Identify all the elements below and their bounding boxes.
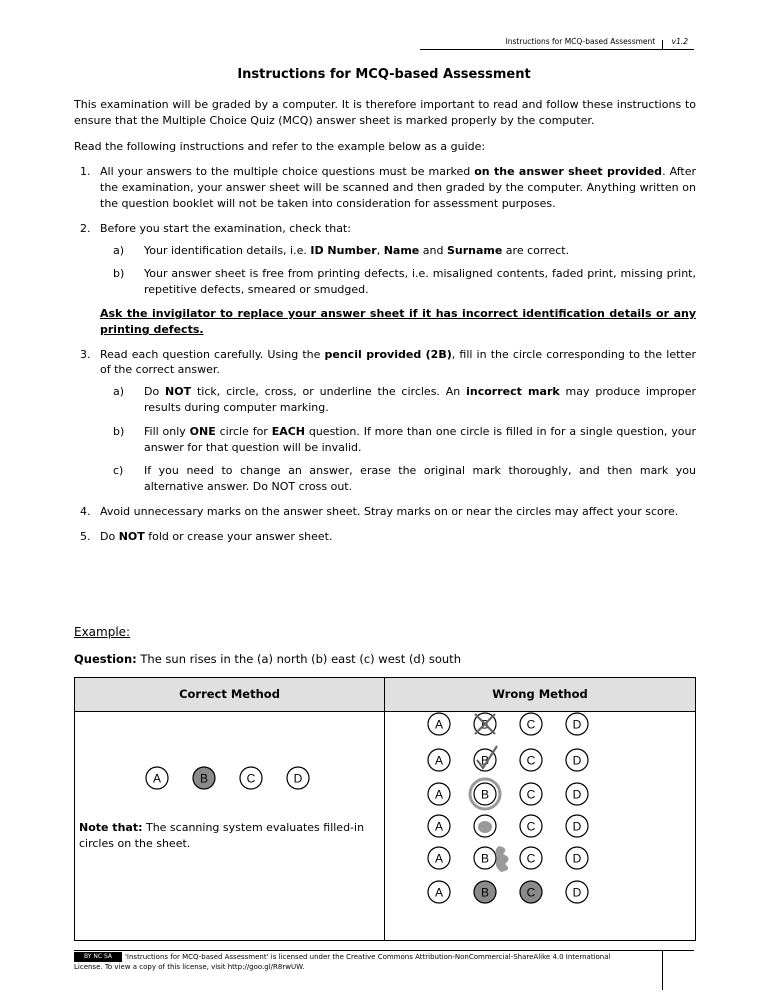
intro-paragraph: This examination will be graded by a computer. It is therefore important to read and follow these instructions to ensure that the Multiple Choice Quiz (MCQ) answer sheet is marked properly by the computer. [74,98,696,127]
svg-text:D: D [572,787,582,802]
instruction-item-1: 1. All your answers to the multiple choice questions must be marked on the answer sheet provided. After the examination, your answer sheet will be scanned and then graded by the computer. Anything written on the question booklet will not be taken into consideration for assessment purposes. [80,165,697,210]
header-vertical-divider [662,40,663,49]
svg-text:B: B [480,851,490,866]
svg-text:A: A [434,885,444,900]
svg-text:A: A [434,851,444,866]
bubble-label: A [152,771,162,786]
running-title: Instructions for MCQ-based Assessment [505,37,656,46]
sub-item: a) Your identification details, i.e. ID Number, Name and Surname are correct. [113,243,570,257]
wrong-method-examples [428,713,588,903]
scanning-note: Note that: The scanning system evaluates filled-in circles on the sheet. [79,821,365,850]
instructions-body [74,97,696,554]
sub-list [100,384,696,495]
bubble-label: C [246,771,256,786]
svg-text:B: B [480,787,490,802]
svg-text:D: D [572,851,582,866]
footer-vertical-divider [662,950,663,990]
bubble-label: B [199,771,209,786]
sub-item: b) Fill only ONE circle for EACH question. If more than one circle is filled in for a single question, your answer for that question will be invalid. [113,424,697,454]
svg-text:D: D [572,753,582,768]
wrong-row-cross [428,713,588,735]
svg-text:C: C [526,885,536,900]
instruction-list [74,164,696,544]
lead-paragraph: Read the following instructions and refer to the example below as a guide: [74,139,486,153]
scribble-mark-icon [495,846,508,872]
svg-text:B: B [480,885,490,900]
sub-list [100,243,696,298]
svg-text:C: C [526,819,536,834]
svg-text:C: C [526,717,536,732]
instruction-item-5: 5. Do NOT fold or crease your answer sheet. [80,529,333,543]
footer-divider [74,950,694,951]
svg-text:C: C [526,851,536,866]
wrong-row-partial-fill [428,815,588,837]
wrong-row-tick [428,746,588,771]
example-table [74,677,696,941]
license-footer [74,952,634,972]
svg-text:D: D [572,885,582,900]
bubble-c [240,767,262,789]
running-header [506,37,688,46]
example-question: Question: The sun rises in the (a) north (b) east (c) west (d) south [74,652,461,666]
wrong-row-multiple-fill [428,881,588,903]
svg-text:D: D [572,717,582,732]
bubble-d [287,767,309,789]
correct-method-example [146,767,309,789]
page-title: Instructions for MCQ-based Assessment [237,67,531,82]
example-label: Example: [74,625,131,639]
correct-method-header: Correct Method [179,687,280,701]
sub-item: c) If you need to change an answer, erase the original mark thoroughly, and then mark you alternative answer. Do NOT cross out. [113,464,696,494]
wrong-row-circled [428,779,588,809]
wrong-method-header: Wrong Method [492,687,588,701]
svg-text:C: C [526,753,536,768]
answer-bubbles [75,678,695,940]
svg-text:B: B [480,753,490,768]
bubble-a [146,767,168,789]
invigilator-warning: Ask the invigilator to replace your answer sheet if it has incorrect identification details or any printing defects. [100,306,696,336]
svg-text:A: A [434,753,444,768]
header-divider [420,49,694,50]
sub-item: b) Your answer sheet is free from printing defects, i.e. misaligned contents, faded print, missing print, repetitive defects, smeared or smudged. [113,267,696,297]
svg-text:D: D [572,819,582,834]
svg-text:A: A [434,819,444,834]
creative-commons-badge-icon: BY NC SA [74,952,122,962]
instruction-item-2: 2. Before you start the examination, check that: a) Your identification details, i.e. ID Number, Name and Surname are correct. b) Your answer sheet is free from printing defects, i.e. misaligned contents, faded print, missing print, repetitive defects, smeared or smudged. Ask the invigilator to replace your answer sheet if it has incorrect identification details or any printing defects. [80,221,696,336]
instruction-item-4: 4. Avoid unnecessary marks on the answer sheet. Stray marks on or near the circles may affect your score. [80,504,679,518]
svg-text:B: B [480,717,490,732]
version-label: v1.2 [671,37,688,46]
svg-text:C: C [526,787,536,802]
sub-item: a) Do NOT tick, circle, cross, or underline the circles. An incorrect mark may produce improper results during computer marking. [113,385,696,414]
svg-text:A: A [434,787,444,802]
wrong-row-stray-mark [428,846,588,872]
instruction-item-3: 3. Read each question carefully. Using the pencil provided (2B), fill in the circle corresponding to the letter of the correct answer. a) Do NOT tick, circle, cross, or underline the circles. An incorrect mark may produce improper results during computer marking. b) Fill only ONE circle for EACH question. If more than one circle is filled in for a single question, your answer for that question will be invalid. c) If you need to change an answer, erase the original mark thoroughly, and then mark you alternative answer. Do NOT cross out. [80,347,697,494]
bubble-b-filled [193,767,215,789]
license-text: 'Instructions for MCQ-based Assessment' is licensed under the Creative Commons Attribution-NonCommercial-ShareAlike 4.0 International License. To view a copy of this license, visit http://goo.gl/R8rwUW. [74,953,611,971]
bubble-label: D [293,771,303,786]
smudge-mark-icon [478,821,492,833]
svg-text:A: A [434,717,444,732]
